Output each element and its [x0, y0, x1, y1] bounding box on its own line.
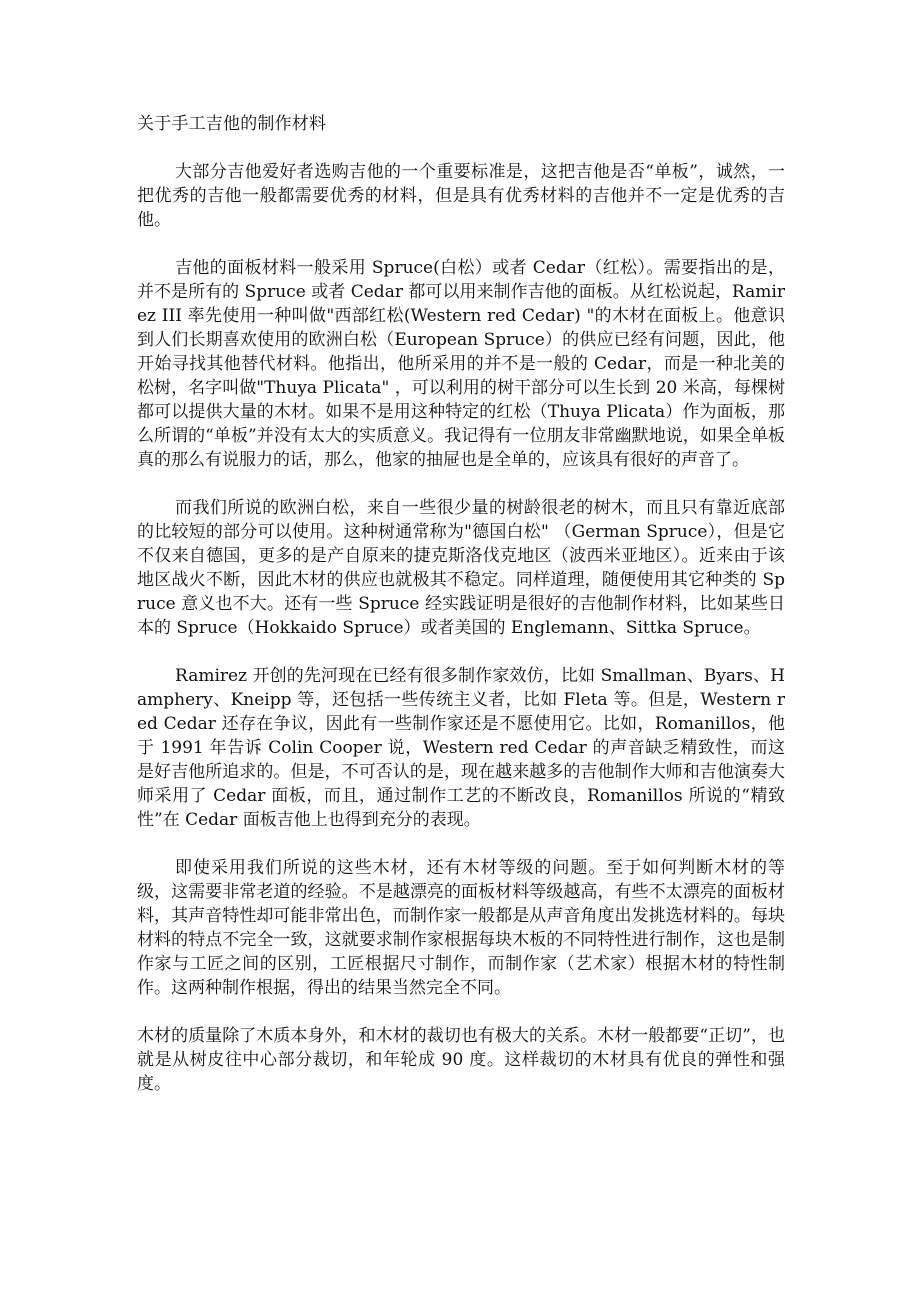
paragraph-wood-cutting: 木材的质量除了木质本身外，和木材的裁切也有极大的关系。木材一般都要“正切”，也就是从树皮往中心部分裁切，和年轮成 90 度。这样裁切的木材具有优良的弹性和强度。 [137, 1026, 785, 1094]
paragraph-european-spruce: 而我们所说的欧洲白松，来自一些很少量的树龄很老的树木，而且只有靠近底部的比较短的部分可以使用。这种树通常称为"德国白松" （German Spruce），但是它不仅来自德国，更多的是产自原来的捷克斯洛伐克地区（波西米亚地区）。近来由于该地区战火不断，因此木材的供应也就极其不稳定。同样道理，随便使用其它种类的 Spruce 意义也不大。还有一些 Spruce 经实践证明是很好的吉他制作材料，比如某些日本的 Spruce（Hokkaido Spruce）或者美国的 Englemann、Sittka Spruce。 [137, 498, 785, 638]
paragraph-intro: 大部分吉他爱好者选购吉他的一个重要标准是，这把吉他是否“单板”，诚然，一把优秀的吉他一般都需要优秀的材料，但是具有优秀材料的吉他并不一定是优秀的吉他。 [137, 162, 785, 230]
paragraph-ramirez-followers: Ramirez 开创的先河现在已经有很多制作家效仿，比如 Smallman、Byars、Hamphery、Kneipp 等，还包括一些传统主义者，比如 Fleta 等。但是，Western red Cedar 还存在争议，因此有一些制作家还是不愿使用它。比如，Romanillos，他于 1991 年告诉 Colin Cooper 说，Western red Cedar 的声音缺乏精致性，而这是好吉他所追求的。但是，不可否认的是，现在越来越多的吉他制作大师和吉他演奏大师采用了 Cedar 面板，而且，通过制作工艺的不断改良，Romanillos 所说的“精致性”在 Cedar 面板吉他上也得到充分的表现。 [137, 666, 785, 830]
paragraph-top-materials: 吉他的面板材料一般采用 Spruce(白松）或者 Cedar（红松）。需要指出的是，并不是所有的 Spruce 或者 Cedar 都可以用来制作吉他的面板。从红松说起，Ramirez III 率先使用一种叫做"西部红松(Western red Cedar) "的木材在面板上。他意识到人们长期喜欢使用的欧洲白松（European Spruce）的供应已经有问题，因此，他开始寻找其他替代材料。他指出，他所采用的并不是一般的 Cedar，而是一种北美的松树，名字叫做"Thuya Plicata" ，可以利用的树干部分可以生长到 20 米高，每棵树都可以提供大量的木材。如果不是用这种特定的红松（Thuya Plicata）作为面板，那么所谓的“单板”并没有太大的实质意义。我记得有一位朋友非常幽默地说，如果全单板真的那么有说服力的话，那么，他家的抽屉也是全单的，应该具有很好的声音了。 [137, 258, 785, 470]
document-page [137, 112, 785, 1096]
document-title: 关于手工吉他的制作材料 [137, 114, 327, 134]
paragraph-wood-grade: 即使采用我们所说的这些木材，还有木材等级的问题。至于如何判断木材的等级，这需要非常老道的经验。不是越漂亮的面板材料等级越高，有些不太漂亮的面板材料，其声音特性却可能非常出色，而制作家一般都是从声音角度出发挑选材料的。每块材料的特点不完全一致，这就要求制作家根据每块木板的不同特性进行制作，这也是制作家与工匠之间的区别，工匠根据尺寸制作，而制作家（艺术家）根据木材的特性制作。这两种制作根据，得出的结果当然完全不同。 [137, 858, 785, 998]
